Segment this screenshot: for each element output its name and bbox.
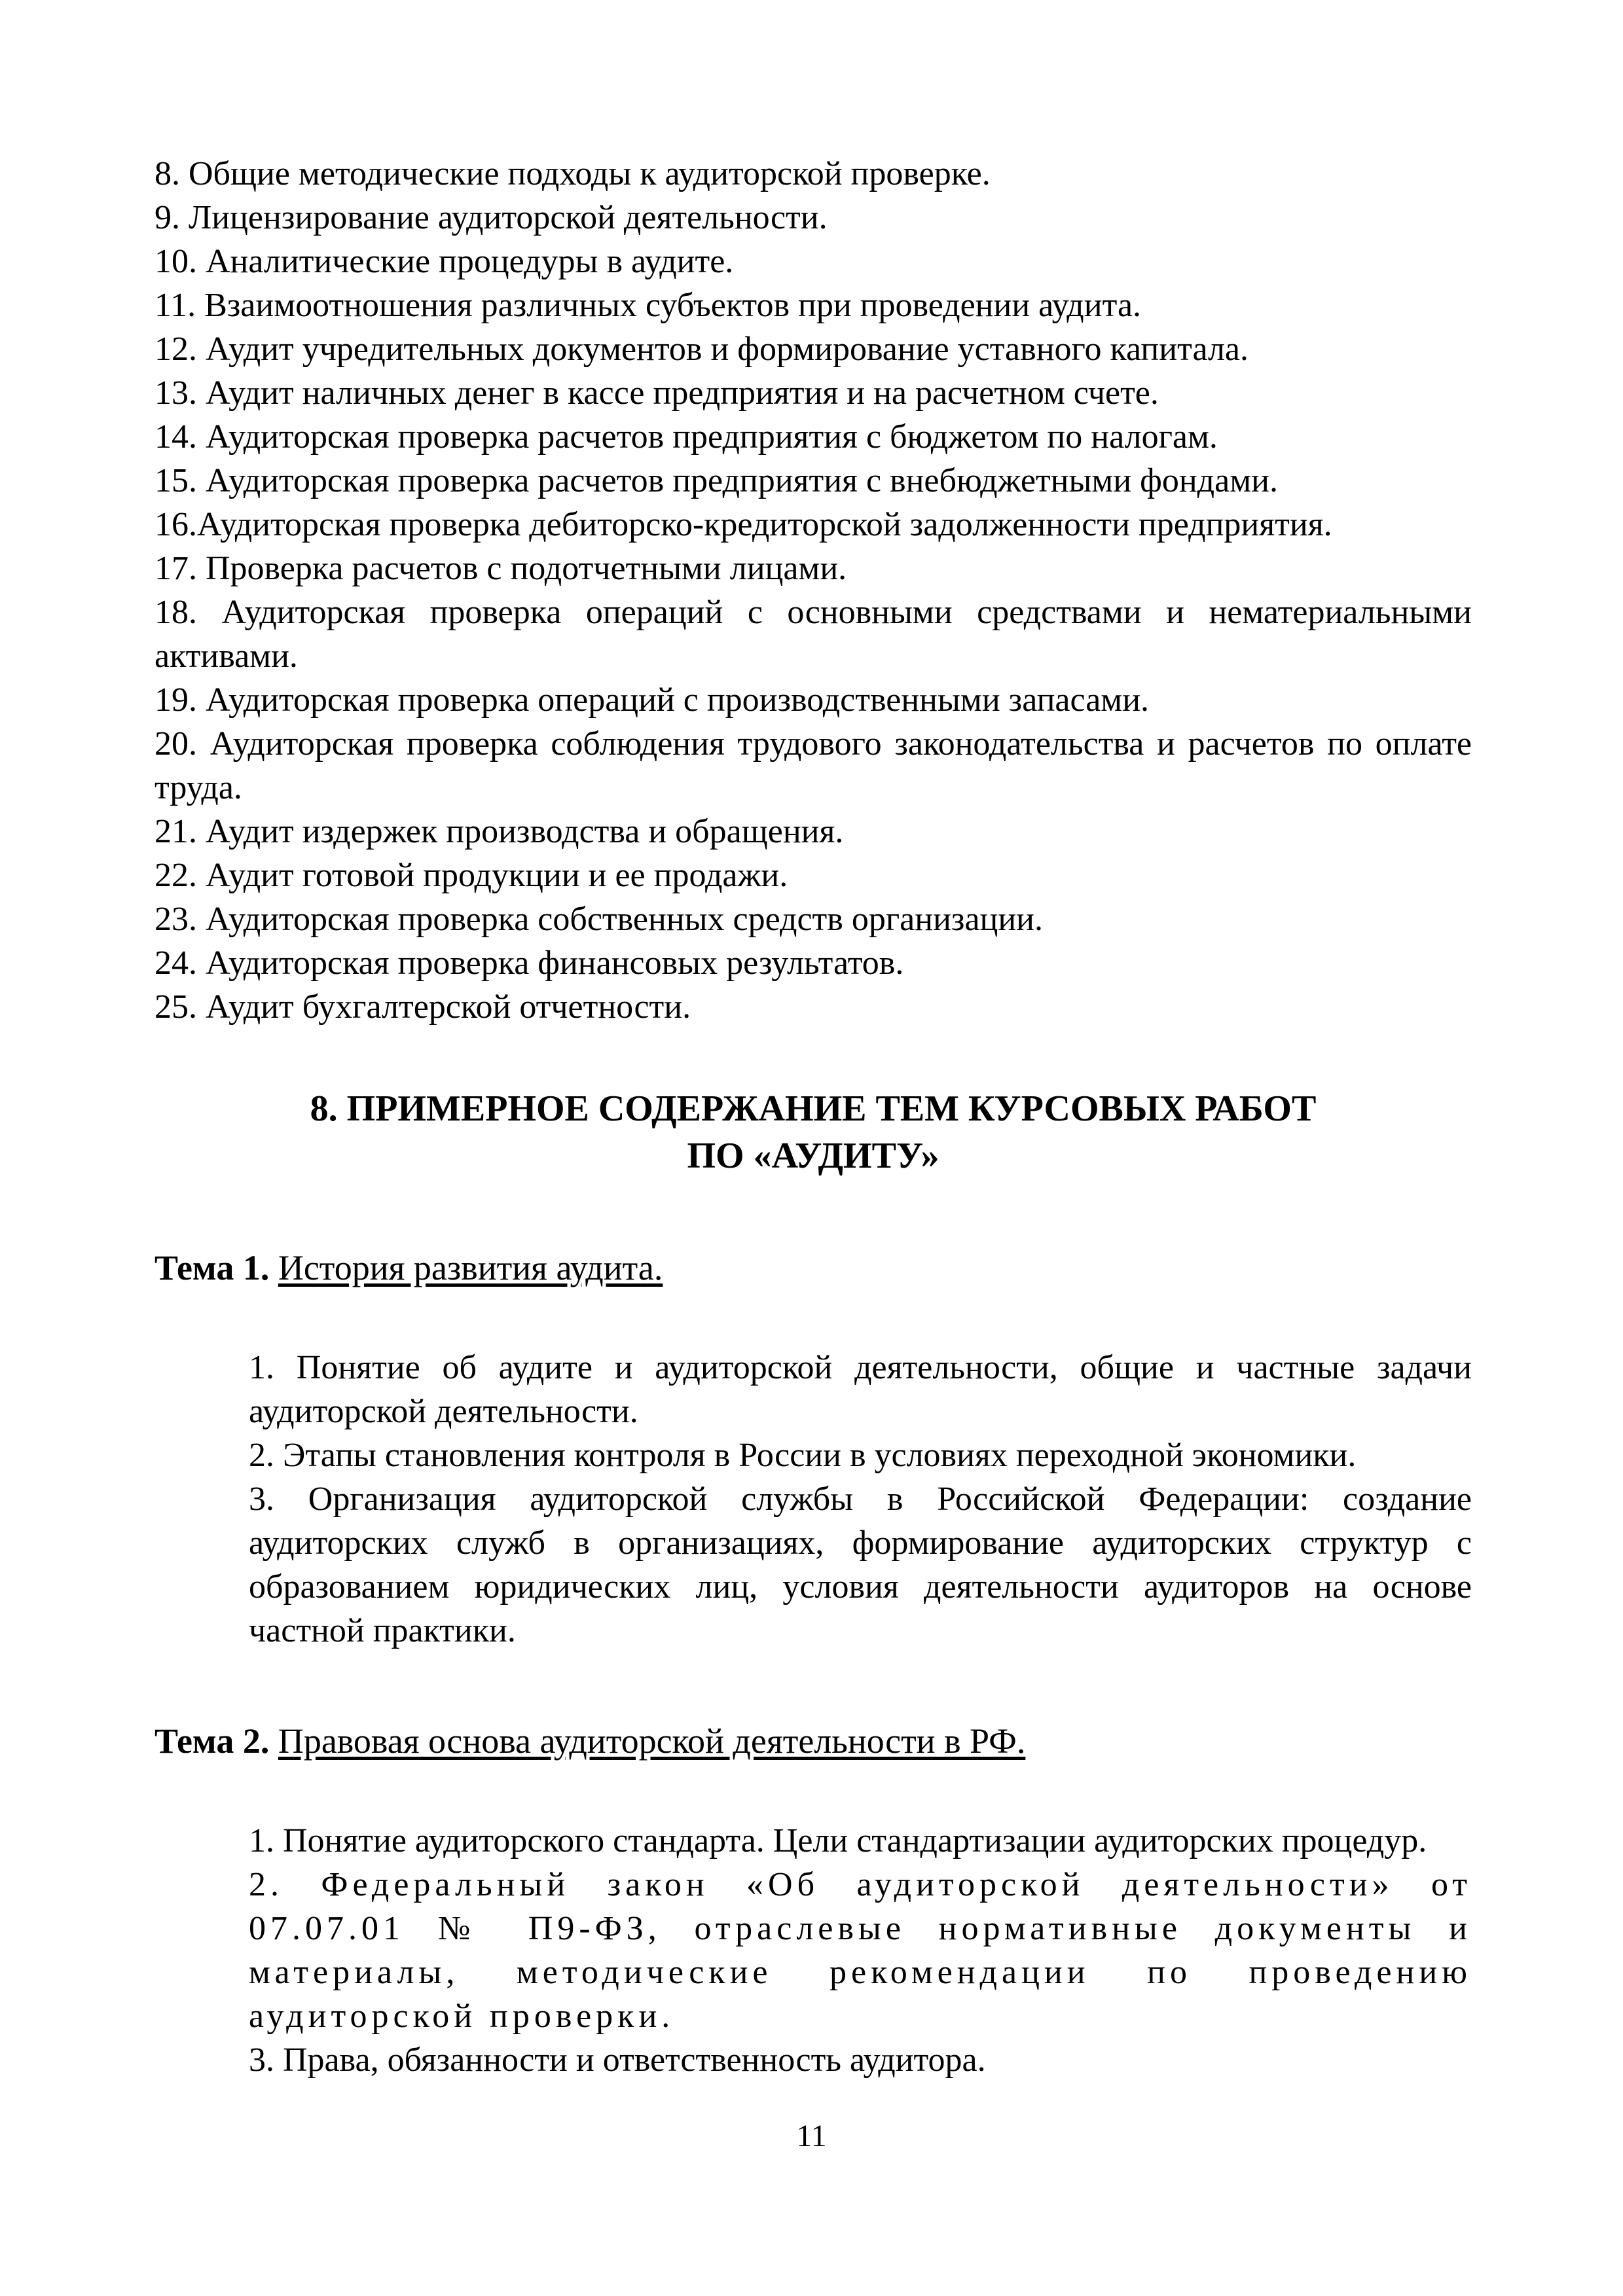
list-item: 10. Аналитические процедуры в аудите. (155, 243, 734, 280)
list-item: 24. Аудиторская проверка финансовых результатов. (155, 944, 904, 982)
tema1-label: Тема 1. (155, 1248, 270, 1287)
tema2-heading (155, 1718, 1472, 1764)
tema2-items (249, 1819, 1472, 2082)
topic-list (155, 152, 1472, 1029)
list-item: 3. Права, обязанности и ответственность аудитора. (249, 2041, 986, 2079)
list-item: 2. Этапы становления контроля в России в условиях переходной экономики. (249, 1437, 1357, 1474)
list-item: 12. Аудит учредительных документов и формирование уставного капитала. (155, 331, 1249, 368)
section-heading-line2: ПО «АУДИТУ» (687, 1136, 939, 1176)
list-item: 17. Проверка расчетов с подотчетными лицами. (155, 550, 847, 587)
list-item: 21. Аудит издержек производства и обращения. (155, 813, 844, 850)
tema1-title: История развития аудита. (278, 1248, 663, 1287)
list-item: 25. Аудит бухгалтерской отчетности. (155, 988, 691, 1026)
list-item: 1. Понятие об аудите и аудиторской деятельности, общие и частные задачи аудиторской деятельности. (249, 1349, 1472, 1430)
section-heading-line1: 8. ПРИМЕРНОЕ СОДЕРЖАНИЕ ТЕМ КУРСОВЫХ РАБОТ (310, 1088, 1317, 1129)
list-item: 23. Аудиторская проверка собственных средств организации. (155, 901, 1044, 938)
tema1-heading (155, 1245, 1472, 1291)
list-item: 9. Лицензирование аудиторской деятельности. (155, 199, 828, 236)
list-item: 3. Организация аудиторской службы в Российской Федерации: создание аудиторских служб в организациях, формирование аудиторских структур с образованием юридических лиц, условия деятельности аудиторов на основе частной практики. (249, 1480, 1472, 1649)
tema2-label: Тема 2. (155, 1721, 270, 1761)
list-item: 8. Общие методические подходы к аудиторской проверке. (155, 155, 991, 192)
section-heading (155, 1085, 1472, 1179)
list-item: 19. Аудиторская проверка операций с производственными запасами. (155, 681, 1150, 719)
tema2-title: Правовая основа аудиторской деятельности в РФ. (278, 1721, 1026, 1761)
list-item: 20. Аудиторская проверка соблюдения трудового законодательства и расчетов по оплате труда. (155, 725, 1472, 806)
list-item: 22. Аудит готовой продукции и ее продажи. (155, 857, 788, 894)
list-item: 14. Аудиторская проверка расчетов предприятия с бюджетом по налогам. (155, 418, 1218, 456)
list-item: 1. Понятие аудиторского стандарта. Цели стандартизации аудиторских процедур. (249, 1822, 1427, 1859)
list-item: 16.Аудиторская проверка дебиторско-кредиторской задолженности предприятия. (155, 506, 1332, 543)
list-item: 2. Федеральный закон «Об аудиторской деятельности» от 07.07.01 № П9-ФЗ, отраслевые нормативные документы и материалы, методические рекомендации по проведению аудиторской проверки. (249, 1866, 1472, 2035)
document-page (155, 152, 1472, 2082)
list-item: 11. Взаимоотношения различных субъектов при проведении аудита. (155, 287, 1142, 324)
list-item: 18. Аудиторская проверка операций с основными средствами и нематериальными активами. (155, 594, 1472, 675)
page-number: 11 (796, 2119, 827, 2153)
list-item: 13. Аудит наличных денег в кассе предприятия и на расчетном счете. (155, 374, 1159, 412)
tema1-items (249, 1346, 1472, 1653)
list-item: 15. Аудиторская проверка расчетов предприятия с внебюджетными фондами. (155, 462, 1278, 499)
